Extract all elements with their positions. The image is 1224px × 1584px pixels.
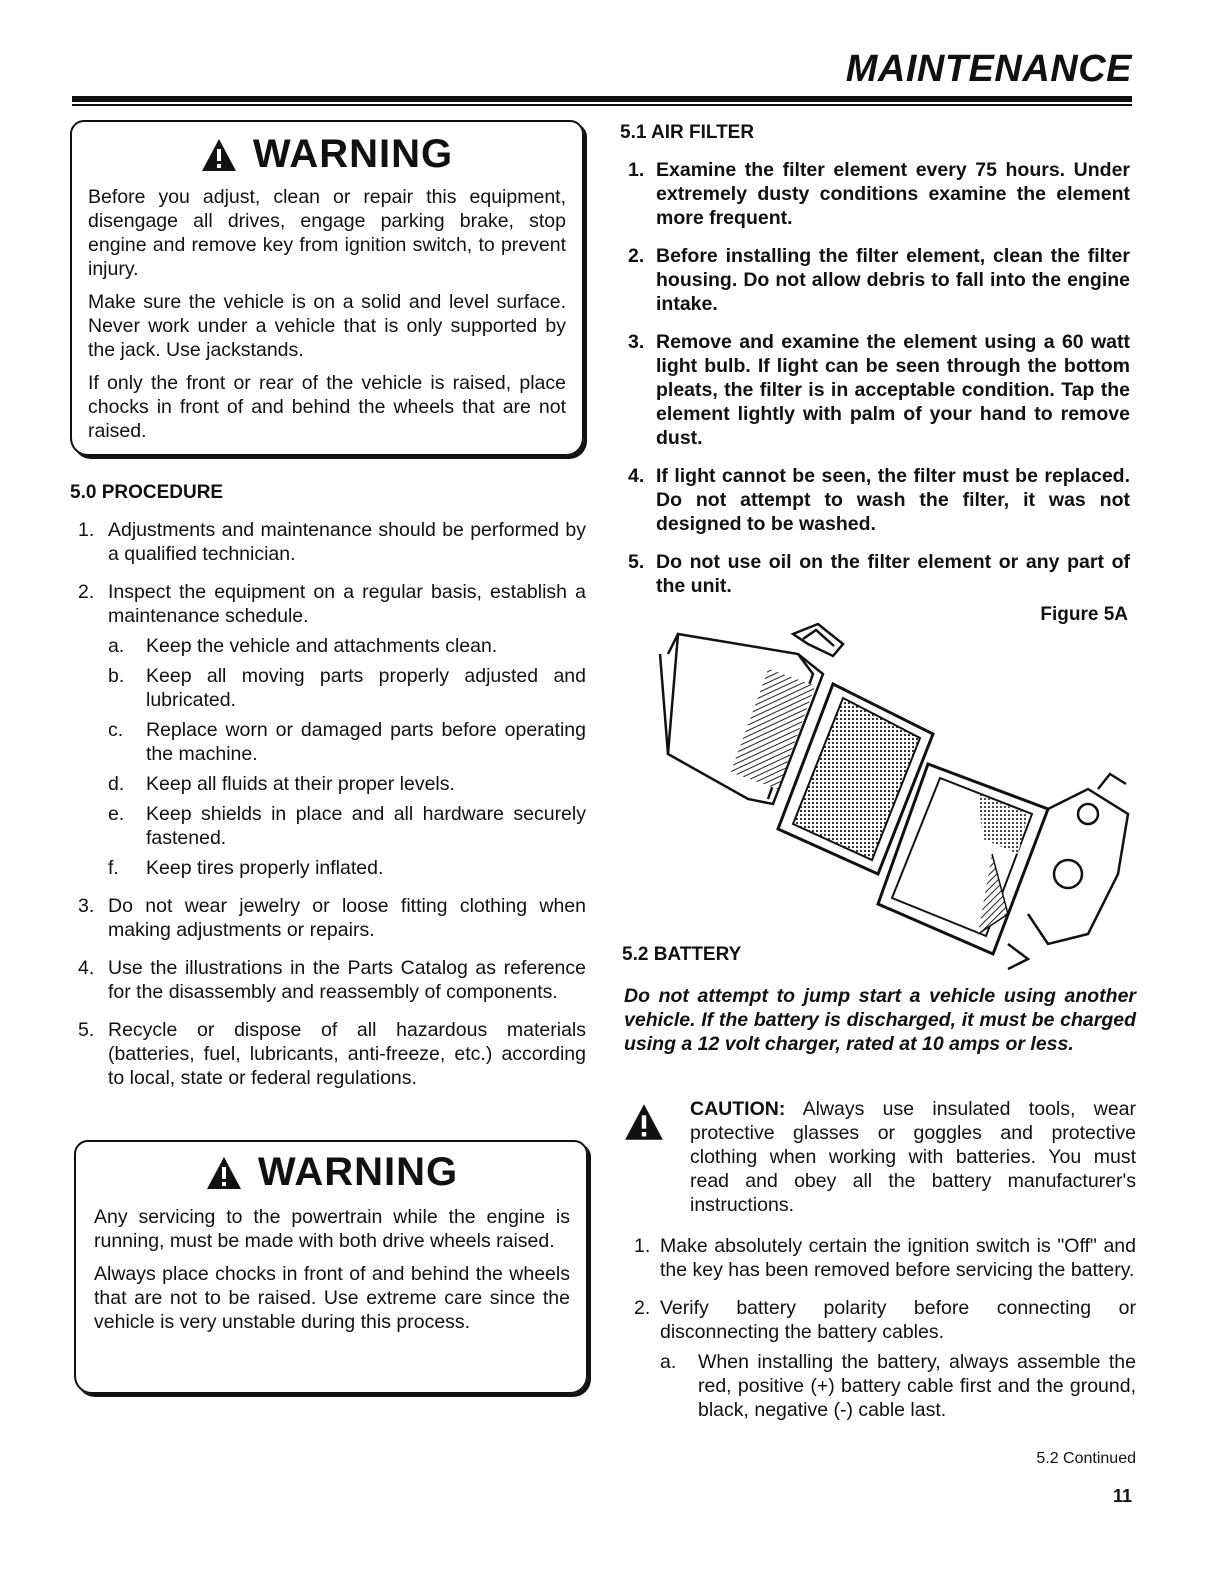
- caution-label: CAUTION:: [690, 1098, 786, 1120]
- item-number: 1.: [628, 159, 645, 181]
- sub-item-letter: a.: [660, 1351, 677, 1373]
- sub-item-text: When installing the battery, always assemble the red, positive (+) battery cable first and the ground, black, negative (-) cable last.: [698, 1351, 1136, 1421]
- warning-paragraph: Always place chocks in front of and behind the wheels that are not to be raised. Use extreme care since the vehicle is very unstable during this process.: [94, 1263, 570, 1333]
- air-filter-list: [628, 158, 1130, 598]
- sub-item-letter: c.: [108, 719, 124, 741]
- sub-item-text: Keep all moving parts properly adjusted and lubricated.: [146, 665, 586, 711]
- item-text: Recycle or dispose of all hazardous materials (batteries, fuel, lubricants, anti-freeze, etc.) according to local, state or federal regulations.: [108, 1019, 586, 1089]
- list-item: [78, 1018, 586, 1090]
- list-item: [78, 518, 586, 566]
- list-item: [634, 1296, 1136, 1422]
- list-item: [78, 580, 586, 880]
- item-text: Before installing the filter element, clean the filter housing. Do not allow debris to fall into the engine intake.: [656, 245, 1130, 315]
- item-number: 2.: [628, 245, 645, 267]
- sub-list-item: [108, 856, 586, 880]
- warning-title: WARNING: [257, 1150, 459, 1194]
- sub-item-text: Replace worn or damaged parts before operating the machine.: [146, 719, 586, 765]
- item-number: 5.: [78, 1019, 95, 1041]
- figure-label: Figure 5A: [1040, 604, 1128, 625]
- sub-item-text: Keep the vehicle and attachments clean.: [146, 635, 498, 657]
- sub-list-item: [108, 718, 586, 766]
- item-number: 1.: [78, 519, 95, 541]
- item-text: If light cannot be seen, the filter must be replaced. Do not attempt to wash the filter, it was not designed to be washed.: [656, 465, 1130, 535]
- item-number: 4.: [628, 465, 645, 487]
- sub-list-item: [660, 1350, 1136, 1422]
- warning-paragraph: Make sure the vehicle is on a solid and level surface. Never work under a vehicle that is only supported by the jack. Use jackstands.: [88, 291, 566, 361]
- procedure-list: [78, 518, 586, 1090]
- battery-notice: Do not attempt to jump start a vehicle using another vehicle. If the battery is discharged, it must be charged using a 12 volt charger, rated at 10 amps or less.: [624, 985, 1136, 1055]
- list-item: [78, 956, 586, 1004]
- list-item: [628, 550, 1130, 598]
- procedure-heading: 5.0 PROCEDURE: [70, 482, 224, 503]
- battery-list: [634, 1234, 1136, 1422]
- warning-box-bottom: [74, 1140, 588, 1394]
- item-text: Inspect the equipment on a regular basis, establish a maintenance schedule.: [108, 581, 586, 627]
- filter-clip: [793, 624, 843, 656]
- sub-item-letter: e.: [108, 803, 125, 825]
- item-number: 4.: [78, 957, 95, 979]
- header-rule: [72, 96, 1132, 102]
- list-item: [628, 158, 1130, 230]
- item-number: 3.: [628, 331, 645, 353]
- caution-paragraph: [690, 1097, 1136, 1217]
- item-text: Examine the filter element every 75 hours. Under extremely dusty conditions examine the element more frequent.: [656, 159, 1130, 229]
- list-item: [628, 464, 1130, 536]
- caution-text: Always use insulated tools, wear protective glasses or goggles and protective clothing when working with batteries. You must read and obey all the battery manufacturer's instructions.: [690, 1098, 1136, 1216]
- item-text: Adjustments and maintenance should be performed by a qualified technician.: [108, 519, 586, 565]
- item-number: 2.: [634, 1297, 651, 1319]
- sub-item-text: Keep tires properly inflated.: [146, 857, 384, 879]
- caution-triangle-icon: [624, 1103, 664, 1141]
- item-text: Do not wear jewelry or loose fitting clothing when making adjustments or repairs.: [108, 895, 586, 941]
- item-text: Use the illustrations in the Parts Catalog as reference for the disassembly and reassembly of components.: [108, 957, 586, 1003]
- sub-item-text: Keep all fluids at their proper levels.: [146, 773, 455, 795]
- sub-item-letter: f.: [108, 857, 119, 879]
- list-item: [628, 330, 1130, 450]
- warning-paragraph: Before you adjust, clean or repair this equipment, disengage all drives, engage parking brake, stop engine and remove key from ignition switch, to prevent injury.: [88, 186, 566, 280]
- header-rule-thin: [72, 104, 1132, 106]
- sub-list-item: [108, 802, 586, 850]
- warning-heading: [88, 132, 566, 177]
- item-number: 1.: [634, 1235, 651, 1257]
- sub-list-item: [108, 772, 586, 796]
- warning-paragraph: Any servicing to the powertrain while the engine is running, must be made with both drive wheels raised.: [94, 1206, 570, 1252]
- item-text: Do not use oil on the filter element or any part of the unit.: [656, 551, 1130, 597]
- warning-triangle-icon: [206, 1156, 242, 1190]
- sub-item-letter: b.: [108, 665, 125, 687]
- item-text: Make absolutely certain the ignition switch is "Off" and the key has been removed before servicing the battery.: [660, 1235, 1136, 1281]
- warning-title: WARNING: [252, 132, 454, 176]
- page-header-title: MAINTENANCE: [845, 48, 1132, 90]
- warning-box-top: [70, 120, 584, 456]
- item-number: 5.: [628, 551, 645, 573]
- list-item: [78, 894, 586, 942]
- sub-item-letter: a.: [108, 635, 125, 657]
- page-number: 11: [1112, 1486, 1132, 1506]
- list-item: [634, 1234, 1136, 1282]
- battery-heading: 5.2 BATTERY: [622, 944, 742, 965]
- item-number: 3.: [78, 895, 95, 917]
- sub-list-item: [108, 634, 586, 658]
- sub-list-item: [108, 664, 586, 712]
- air-filter-illustration: [648, 614, 1138, 974]
- air-filter-heading: 5.1 AIR FILTER: [620, 122, 755, 143]
- list-item: [628, 244, 1130, 316]
- continued-note: 5.2 Continued: [1036, 1450, 1136, 1467]
- item-text: Remove and examine the element using a 60 watt light bulb. If light can be seen through the bottom pleats, the filter is in acceptable condition. Tap the element lightly with palm of your hand to remove dust.: [656, 331, 1130, 449]
- sub-item-text: Keep shields in place and all hardware securely fastened.: [146, 803, 586, 849]
- warning-heading: [94, 1150, 570, 1195]
- item-text: Verify battery polarity before connecting or disconnecting the battery cables.: [660, 1297, 1136, 1343]
- warning-triangle-icon: [201, 138, 237, 172]
- caution-block: [620, 1097, 1136, 1217]
- item-number: 2.: [78, 581, 95, 603]
- warning-paragraph: If only the front or rear of the vehicle is raised, place chocks in front of and behind the wheels that are not raised.: [88, 372, 566, 442]
- sub-item-letter: d.: [108, 773, 125, 795]
